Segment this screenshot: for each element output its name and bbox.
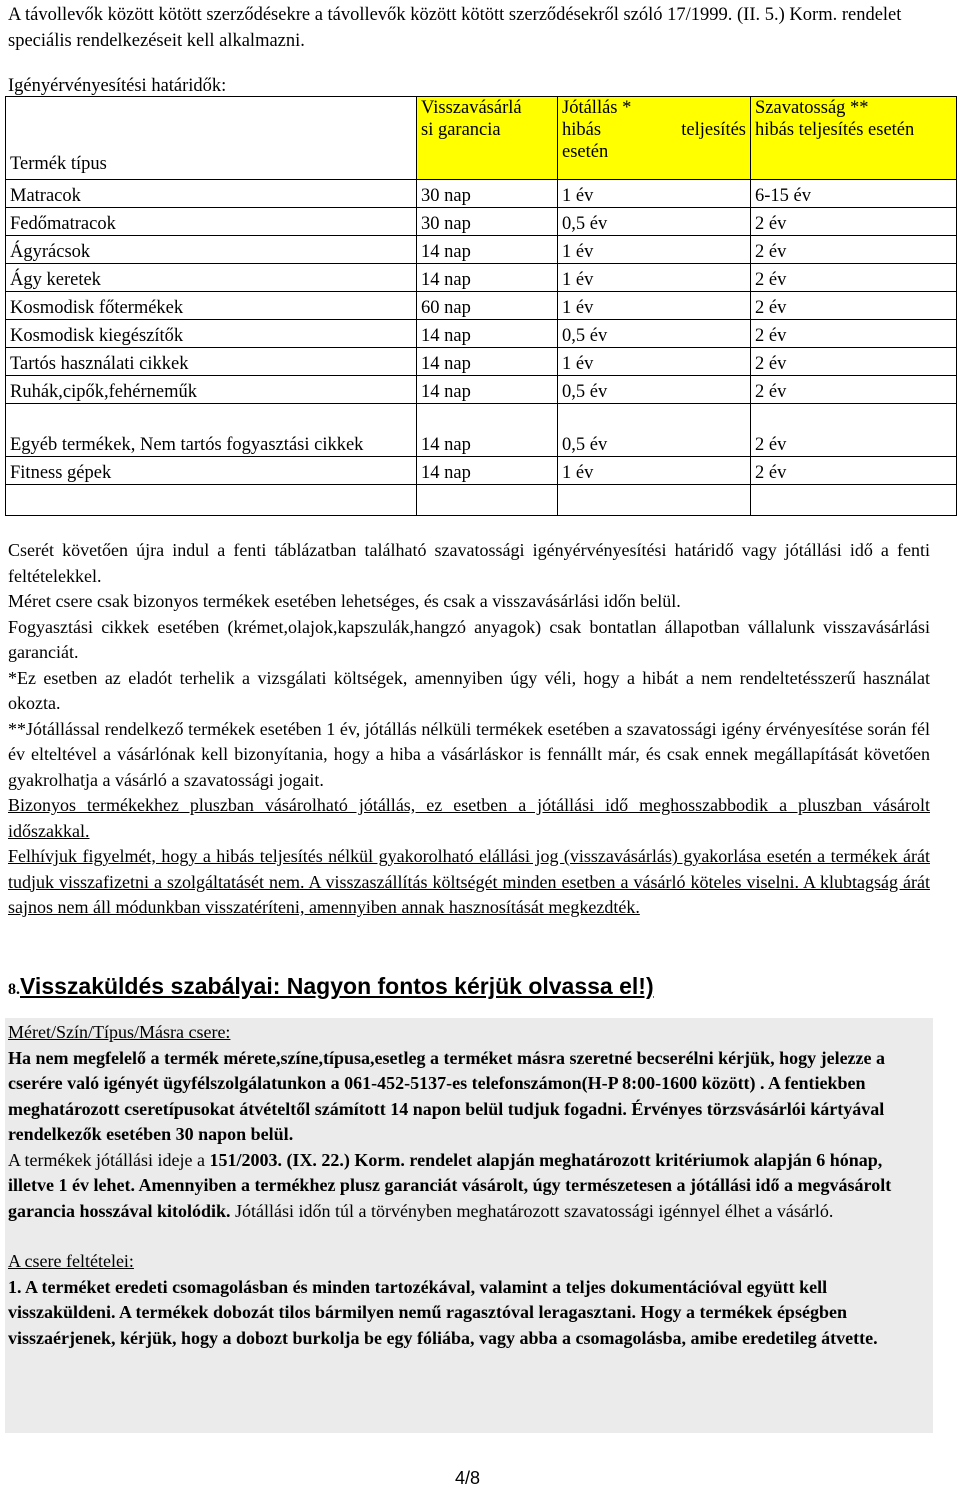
table-empty-row — [6, 485, 957, 516]
cell-return: 14 nap — [417, 264, 558, 292]
header-liability-line2: hibás teljesítés esetén — [755, 120, 915, 140]
cell-product: Ruhák,cipők,fehérneműk — [6, 376, 417, 404]
table-row — [6, 320, 957, 348]
cell-return: 14 nap — [417, 457, 558, 485]
note-extra-warranty: Bizonyos termékekhez pluszban vásárolható jótállás, ez esetben a jótállási idő meghosszabbodik a pluszban vásárolt időszakkal. — [8, 795, 930, 841]
exchange-heading: Méret/Szín/Típus/Másra csere: — [8, 1022, 231, 1042]
header-product — [6, 97, 417, 180]
cell-product: Ágyrácsok — [6, 236, 417, 264]
cell-return: 14 nap — [417, 348, 558, 376]
cell-liability: 2 év — [751, 320, 957, 348]
cell-product: Fedőmatracok — [6, 208, 417, 236]
cell-liability: 6-15 év — [751, 180, 957, 208]
section-8-title: Visszaküldés szabályai: Nagyon fontos kérjük olvassa el!) — [20, 973, 654, 999]
conditions-text: 1. A terméket eredeti csomagolásban és minden tartozékával, valamint a teljes dokumentációval együtt kell visszaküldeni. A termékek dobozát tilos bármilyen nemű ragasztóval leragasztani. Hogy a termékek épségben visszaérjenek, kérjük, hogy a dobozt burkolja be egy fóliába, vagy abba a csomagolásba, amibe eredetileg átvette. — [8, 1276, 878, 1348]
header-return-line2: si garancia — [421, 120, 501, 140]
cell-return: 30 nap — [417, 208, 558, 236]
table-row — [6, 457, 957, 485]
empty-cell — [751, 485, 957, 516]
table-row — [6, 404, 957, 457]
exchange-paragraph-2 — [8, 1148, 928, 1225]
deadline-table — [5, 96, 957, 516]
note-restart: Cserét követően újra indul a fenti táblázatban található szavatossági igényérvényesítési határidő vagy jótállási idő a fenti feltételekkel. — [8, 540, 930, 586]
cell-liability: 2 év — [751, 404, 957, 457]
page-number: 4/8 — [455, 1468, 481, 1488]
note-footnote-1: *Ez esetben az eladót terhelik a vizsgálati költségek, amennyiben úgy véli, hogy a hibát a nem rendeltetésszerű használat okozta. — [8, 667, 930, 713]
section-8-number: 8. — [8, 981, 20, 998]
cell-warranty: 0,5 év — [558, 376, 751, 404]
header-liability-line1: Szavatosság ** — [755, 98, 869, 118]
cell-product: Egyéb termékek, Nem tartós fogyasztási cikkek — [6, 404, 417, 457]
header-liability — [751, 97, 957, 180]
cell-warranty: 0,5 év — [558, 320, 751, 348]
intro-paragraph: A távollevők között kötött szerződésekre a távollevők között kötött szerződésekről szóló 17/1999. (II. 5.) Korm. rendelet speciális rendelkezéseit kell alkalmazni. — [8, 5, 902, 51]
cell-product: Ágy keretek — [6, 264, 417, 292]
header-return-line1: Visszavásárlá — [421, 98, 522, 118]
table-header-row — [6, 97, 957, 180]
table-row — [6, 180, 957, 208]
cell-warranty: 1 év — [558, 236, 751, 264]
exchange-p2-bold: 151/2003. (IX. 22.) Korm. rendelet alapján meghatározott kritériumok alapján 6 hónap, illetve 1 év lehet. Amennyiben a termékhez plusz garanciát vásárolt, úgy természetesen a jótállási idő a megvásárolt garancia hosszával kitolódik. — [8, 1149, 892, 1221]
cell-return: 30 nap — [417, 180, 558, 208]
empty-cell — [558, 485, 751, 516]
empty-cell — [6, 485, 417, 516]
table-row — [6, 348, 957, 376]
cell-product: Tartós használati cikkek — [6, 348, 417, 376]
header-warranty-line3: esetén — [562, 142, 609, 162]
header-return — [417, 97, 558, 180]
cell-warranty: 1 év — [558, 348, 751, 376]
cell-warranty: 1 év — [558, 264, 751, 292]
cell-liability: 2 év — [751, 348, 957, 376]
cell-product: Kosmodisk főtermékek — [6, 292, 417, 320]
exchange-p2-intro: A termékek jótállási ideje a — [8, 1149, 210, 1170]
cell-liability: 2 év — [751, 264, 957, 292]
cell-product: Kosmodisk kiegészítők — [6, 320, 417, 348]
section-8-heading — [8, 973, 654, 1000]
exchange-p2-tail: Jótállási időn túl a törvényben meghatározott szavatossági igénnyel élhet a vásárló. — [230, 1200, 834, 1221]
header-warranty-line2a: hibás — [562, 120, 602, 140]
cell-liability: 2 év — [751, 236, 957, 264]
header-warranty-line1: Jótállás * — [562, 98, 632, 118]
empty-cell — [417, 485, 558, 516]
cell-warranty: 0,5 év — [558, 404, 751, 457]
table-row — [6, 264, 957, 292]
table-row — [6, 376, 957, 404]
exchange-paragraph-1: Ha nem megfelelő a termék mérete,színe,típusa,esetleg a terméket másra szeretné becserélni kérjük, hogy jelezze a cserére való igényét ügyfélszolgálatunkon a 061-452-5137-es telefonszámon(H-P 8:00-1600 között) . A fentiekben meghatározott cseretípusokat átvételtől számított 14 napon belül tudjuk fogadni. Érvényes törzsvásárlói kártyával rendelkezők esetében 30 napon belül. — [8, 1047, 886, 1144]
cell-return: 14 nap — [417, 320, 558, 348]
note-withdrawal: Felhívjuk figyelmét, hogy a hibás teljesítés nélkül gyakorolható elállási jog (visszavásárlás) gyakorlása esetén a termékek árát tudjuk visszafizetni a szolgáltatásét nem. A visszaszállítás költségét minden esetben a vásárló köteles viselni. A klubtagság árát sajnos nem áll módunkban visszatéríteni, amennyiben annak hasznosítását megkezdték. — [8, 846, 930, 917]
conditions-heading: A csere feltételei: — [8, 1251, 134, 1271]
cell-liability: 2 év — [751, 292, 957, 320]
deadline-heading: Igényérvényesítési határidők: — [8, 76, 227, 96]
cell-return: 14 nap — [417, 404, 558, 457]
cell-return: 60 nap — [417, 292, 558, 320]
cell-warranty: 1 év — [558, 457, 751, 485]
cell-warranty: 1 év — [558, 292, 751, 320]
header-warranty — [558, 97, 751, 180]
header-product-label: Termék típus — [10, 154, 107, 174]
header-warranty-line2b: teljesítés — [681, 120, 746, 140]
table-row — [6, 208, 957, 236]
table-row — [6, 292, 957, 320]
note-size-exchange: Méret csere csak bizonyos termékek esetében lehetséges, és csak a visszavásárlási időn belül. — [8, 591, 681, 611]
cell-return: 14 nap — [417, 376, 558, 404]
cell-warranty: 0,5 év — [558, 208, 751, 236]
exchange-info-content — [8, 1020, 928, 1351]
cell-return: 14 nap — [417, 236, 558, 264]
table-row — [6, 236, 957, 264]
cell-product: Fitness gépek — [6, 457, 417, 485]
note-consumables: Fogyasztási cikkek esetében (krémet,olajok,kapszulák,hangzó anyagok) csak bontatlan állapotban vállalunk visszavásárlási garanciát. — [8, 616, 930, 662]
cell-product: Matracok — [6, 180, 417, 208]
note-footnote-2: **Jótállással rendelkező termékek esetében 1 év, jótállás nélküli termékek esetében a szavatossági igény érvényesítése során fél év elteltével a vásárlónak kell bizonyítania, hogy a hiba a vásárláskor is fennállt már, és csak ennek megállapítását követően gyakrolhatja a vásárló a szavatossági jogait. — [8, 718, 930, 790]
cell-liability: 2 év — [751, 376, 957, 404]
cell-liability: 2 év — [751, 208, 957, 236]
cell-warranty: 1 év — [558, 180, 751, 208]
cell-liability: 2 év — [751, 457, 957, 485]
notes-section — [8, 538, 930, 921]
